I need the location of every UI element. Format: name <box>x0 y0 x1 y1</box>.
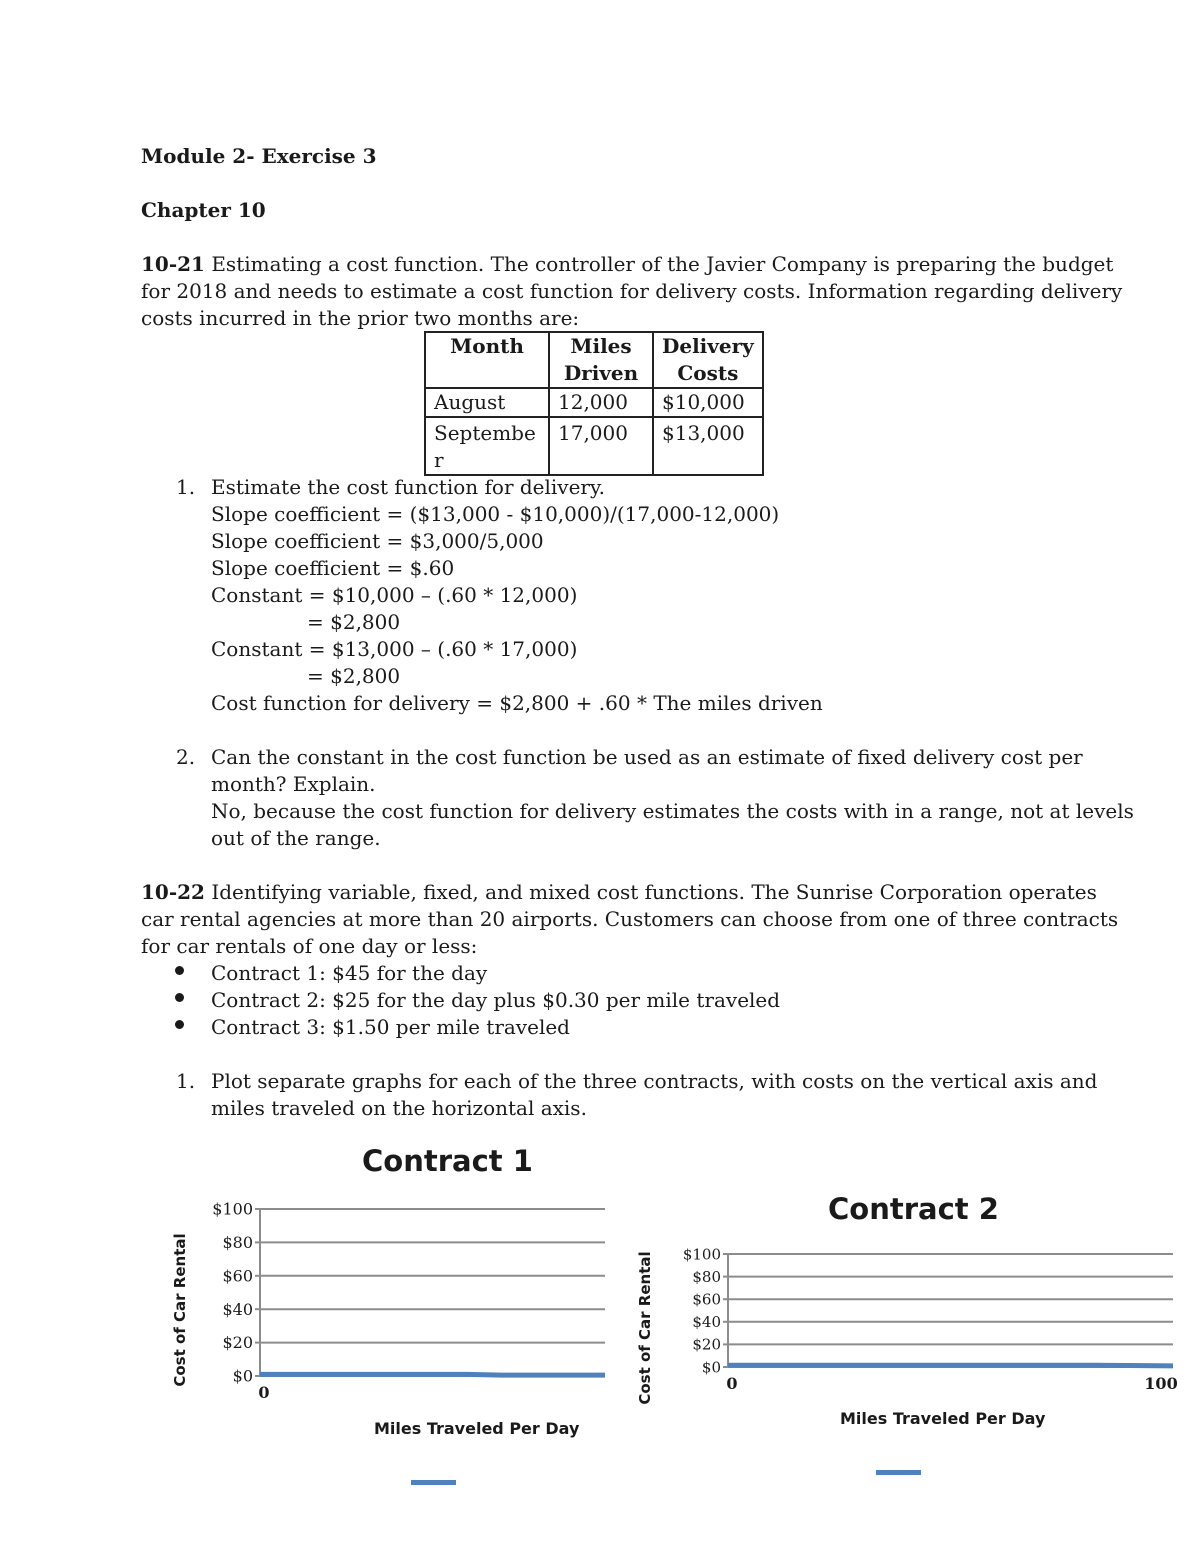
delivery-cost-table <box>424 331 764 476</box>
table-cell: August <box>425 388 549 417</box>
y-tick-label: $60 <box>692 1290 721 1309</box>
y-tick-label: $100 <box>682 1245 721 1264</box>
q1-line: Cost function for delivery = $2,800 + .60 * The miles driven <box>211 691 823 715</box>
y-tick-label: $0 <box>701 1358 721 1377</box>
y-tick-label: $80 <box>222 1233 253 1252</box>
chart-title: Contract 1 <box>362 1144 533 1178</box>
series-line <box>260 1374 605 1375</box>
x-tick-label: 0 <box>726 1374 738 1393</box>
q1-line: Slope coefficient = ($13,000 - $10,000)/(17,000-12,000) <box>211 502 780 526</box>
table-cell: 12,000 <box>549 388 653 417</box>
table-cell: $10,000 <box>653 388 763 417</box>
q1-line: = $2,800 <box>307 610 401 634</box>
problem-number: 10-22 <box>141 880 205 904</box>
bullet-item: Contract 1: $45 for the day <box>211 961 488 985</box>
bullet-item: Contract 2: $25 for the day plus $0.30 per mile traveled <box>211 988 781 1012</box>
table-cell: Septembe r <box>425 417 549 475</box>
table-header-row <box>425 332 763 388</box>
table-cell: 17,000 <box>549 417 653 475</box>
chart-y-axis-label: Cost of Car Rental <box>171 1233 189 1387</box>
chapter-title: Chapter 10 <box>141 198 266 222</box>
table-row <box>425 388 763 417</box>
y-tick-label: $40 <box>692 1313 721 1332</box>
q1-line: = $2,800 <box>307 664 401 688</box>
bullet-icon <box>175 1020 184 1029</box>
chart-x-axis-label: Miles Traveled Per Day <box>840 1409 1046 1428</box>
module-title: Module 2- Exercise 3 <box>141 144 377 168</box>
bullet-icon <box>175 966 184 975</box>
q3-line: miles traveled on the horizontal axis. <box>211 1096 587 1120</box>
q2-line: month? Explain. <box>211 772 376 796</box>
q1-line: Slope coefficient = $.60 <box>211 556 455 580</box>
y-tick-label: $40 <box>222 1299 253 1319</box>
problem-number: 10-21 <box>141 252 205 276</box>
table-cell: $13,000 <box>653 417 763 475</box>
chart-x-axis-label: Miles Traveled Per Day <box>374 1419 580 1438</box>
problem-10-22-line3: for car rentals of one day or less: <box>141 934 478 958</box>
bullet-icon <box>175 993 184 1002</box>
chart-y-axis-label: Cost of Car Rental <box>636 1251 654 1405</box>
problem-10-22-line1: 10-22 Identifying variable, fixed, and mixed cost functions. The Sunrise Corporation operates <box>141 880 1097 904</box>
q1-line: Estimate the cost function for delivery. <box>211 475 605 499</box>
problem-10-21-line2: for 2018 and needs to estimate a cost function for delivery costs. Information regarding delivery <box>141 279 1123 303</box>
table-header-cell: Delivery Costs <box>653 332 763 388</box>
bullet-item: Contract 3: $1.50 per mile traveled <box>211 1015 570 1039</box>
problem-10-22-line2: car rental agencies at more than 20 airports. Customers can choose from one of three contracts <box>141 907 1119 931</box>
q1-line: Constant = $13,000 – (.60 * 17,000) <box>211 637 578 661</box>
legend-swatch <box>411 1480 456 1485</box>
table-row <box>425 417 763 475</box>
q3-line: Plot separate graphs for each of the three contracts, with costs on the vertical axis and <box>211 1069 1098 1093</box>
y-tick-label: $100 <box>212 1199 253 1219</box>
x-tick-label: 0 <box>258 1383 270 1402</box>
list-number: 2. <box>176 745 196 769</box>
list-number: 1. <box>176 475 196 499</box>
list-number: 1. <box>176 1069 196 1093</box>
y-tick-label: $0 <box>232 1366 253 1386</box>
problem-10-21-line1: 10-21 Estimating a cost function. The controller of the Javier Company is preparing the budget <box>141 252 1114 276</box>
q1-line: Constant = $10,000 – (.60 * 12,000) <box>211 583 578 607</box>
y-tick-label: $80 <box>692 1267 721 1286</box>
problem-10-21-line3: costs incurred in the prior two months are: <box>141 306 580 330</box>
y-tick-label: $20 <box>692 1335 721 1354</box>
legend-swatch <box>876 1470 921 1475</box>
contract-2-chart <box>660 1240 1190 1405</box>
y-tick-label: $20 <box>222 1333 253 1353</box>
q2-line: No, because the cost function for delivery estimates the costs with in a range, not at levels <box>211 799 1134 823</box>
chart-title: Contract 2 <box>828 1192 999 1226</box>
y-tick-label: $60 <box>222 1266 253 1286</box>
contract-1-chart <box>195 1195 615 1415</box>
x-tick-label: 100 <box>1144 1374 1178 1393</box>
q2-line: out of the range. <box>211 826 381 850</box>
q2-line: Can the constant in the cost function be used as an estimate of fixed delivery cost per <box>211 745 1083 769</box>
q1-line: Slope coefficient = $3,000/5,000 <box>211 529 544 553</box>
series-line <box>728 1365 1173 1366</box>
table-header-cell: Month <box>425 332 549 388</box>
table-header-cell: Miles Driven <box>549 332 653 388</box>
